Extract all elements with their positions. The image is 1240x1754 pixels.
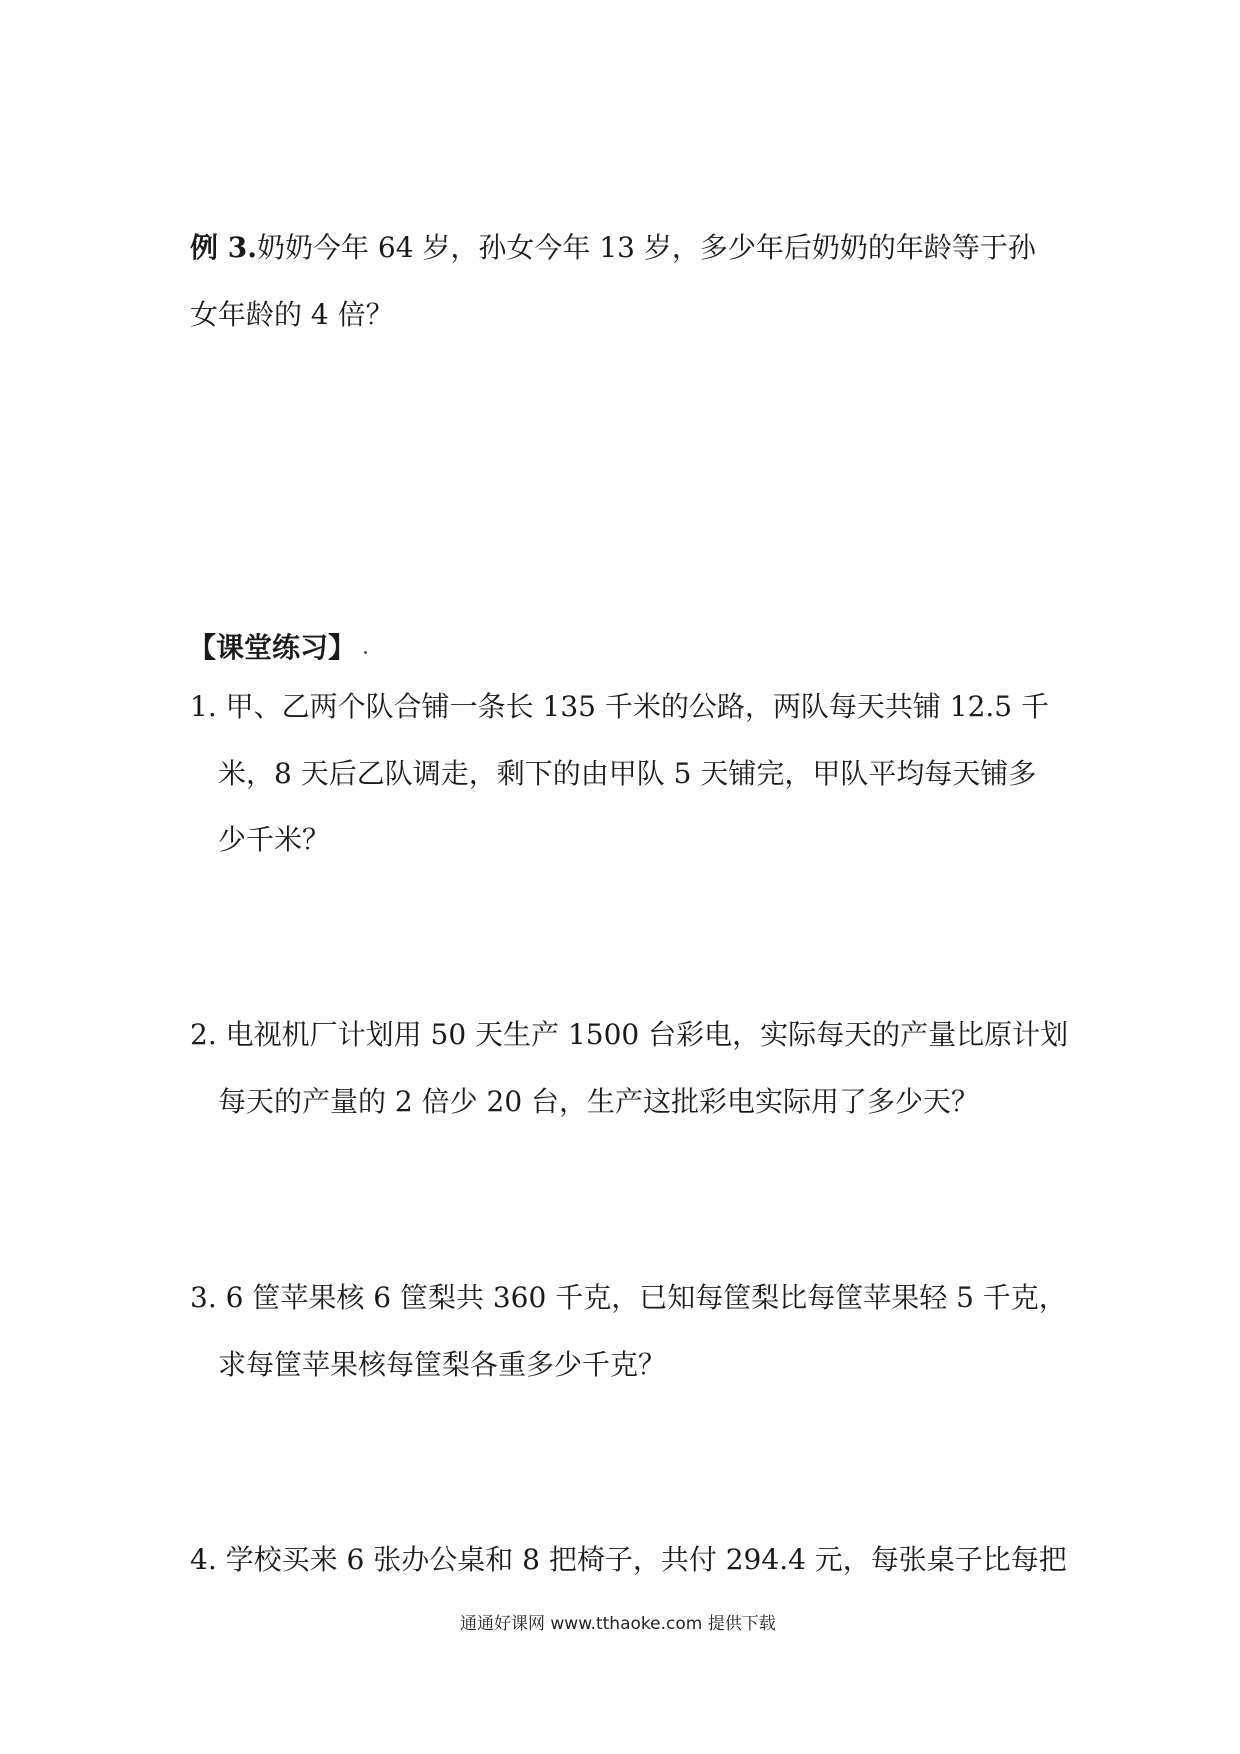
problem-2-line-1: 2. 电视机厂计划用 50 天生产 1500 台彩电，实际每天的产量比原计划 [190, 1018, 1069, 1051]
problem-1-line-2: 米，8 天后乙队调走，剩下的由甲队 5 天铺完，甲队平均每天铺多 [218, 757, 1037, 790]
problem-3-line-2: 求每筐苹果核每筐梨各重多少千克？ [218, 1348, 667, 1381]
example-3-line-1 [190, 228, 1036, 268]
stray-dot-mark [364, 651, 367, 654]
practice-heading: 【课堂练习】 [188, 631, 357, 664]
problem-1-line-1: 1. 甲、乙两个队合铺一条长 135 千米的公路，两队每天共铺 12.5 千 [190, 690, 1050, 723]
example-3-text-line-1: 奶奶今年 64 岁，孙女今年 13 岁，多少年后奶奶的年龄等于孙 [256, 231, 1036, 264]
example-3-label: 例 3. [190, 231, 257, 264]
problem-1-line-3: 少千米？ [218, 823, 331, 856]
problem-3-line-1: 3. 6 筐苹果核 6 筐梨共 360 千克，已知每筐梨比每筐苹果轻 5 千克， [190, 1281, 1067, 1314]
problem-2-line-2: 每天的产量的 2 倍少 20 台，生产这批彩电实际用了多少天？ [218, 1085, 980, 1118]
example-3-line-2: 女年龄的 4 倍？ [190, 298, 394, 331]
problem-4-line-1: 4. 学校买来 6 张办公桌和 8 把椅子，共付 294.4 元，每张桌子比每把 [190, 1543, 1067, 1576]
footer-credit: 通通好课网 www.tthaoke.com 提供下载 [460, 1614, 776, 1634]
